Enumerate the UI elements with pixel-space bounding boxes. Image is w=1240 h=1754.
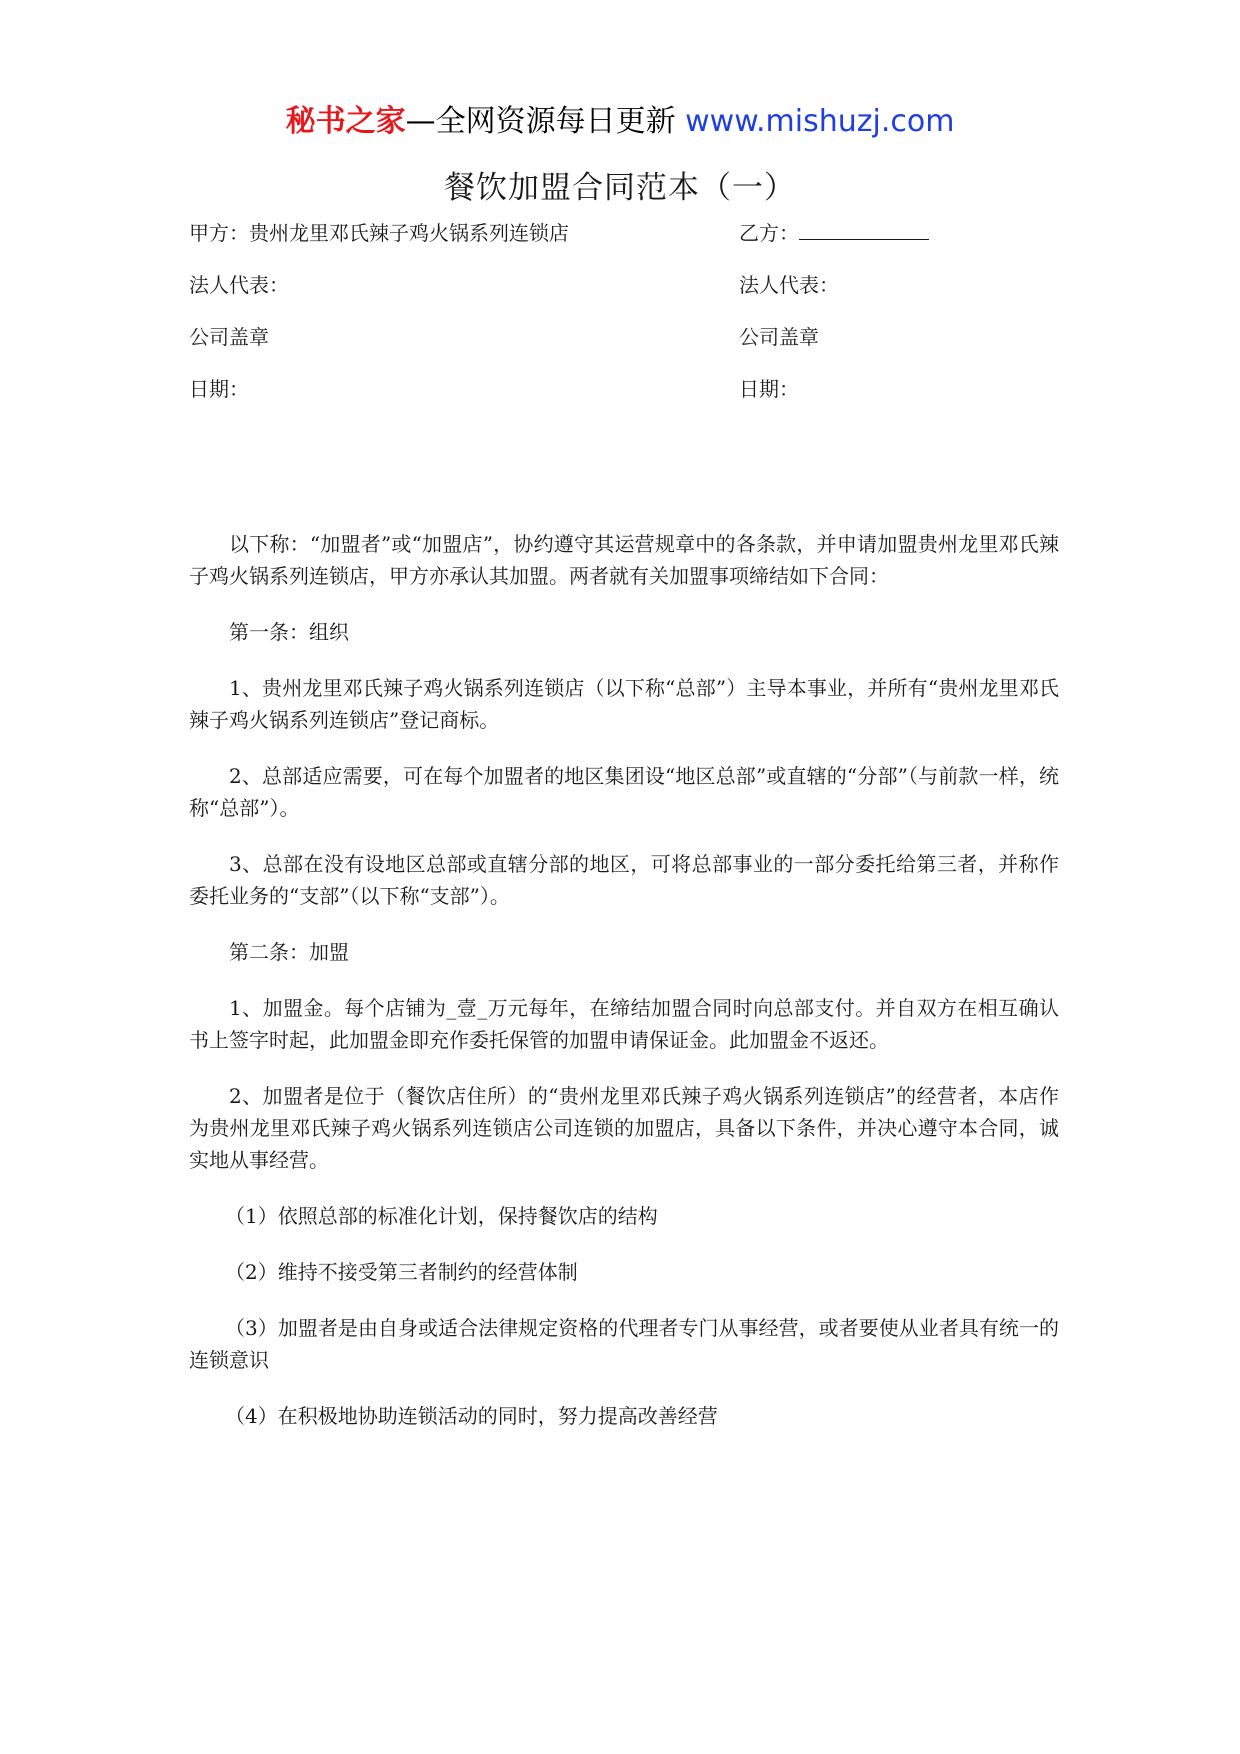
party-row-names — [189, 218, 1069, 248]
contract-body — [189, 528, 1059, 1456]
party-a-name: 贵州龙里邓氏辣子鸡火锅系列连锁店 — [249, 221, 569, 245]
party-a-seal: 公司盖章 — [189, 325, 269, 349]
article-2-heading: 第二条：加盟 — [229, 940, 349, 964]
header-slogan: —全网资源每日更新 — [405, 104, 676, 139]
party-b-legal-rep: 法人代表： — [739, 273, 839, 297]
party-a-label: 甲方： — [189, 221, 249, 245]
article-1-heading: 第一条：组织 — [229, 620, 349, 644]
condition-item-1: （1）依照总部的标准化计划，保持餐饮店的结构 — [225, 1204, 658, 1228]
condition-item-4: （4）在积极地协助连锁活动的同时，努力提高改善经营 — [225, 1404, 718, 1428]
party-row-seal — [189, 322, 1069, 352]
condition-item-3: （3）加盟者是由自身或适合法律规定资格的代理者专门从事经营，或者要使从业者具有统一的连锁意识 — [189, 1316, 1059, 1372]
party-b — [739, 218, 929, 248]
condition-item-2: （2）维持不接受第三者制约的经营体制 — [225, 1260, 578, 1284]
article-1-clause-1: 1、贵州龙里邓氏辣子鸡火锅系列连锁店（以下称“总部”）主导本事业，并所有“贵州龙里邓氏辣子鸡火锅系列连锁店”登记商标。 — [189, 676, 1059, 732]
article-1-clause-3: 3、总部在没有设地区总部或直辖分部的地区，可将总部事业的一部分委托给第三者，并称作委托业务的“支部”（以下称“支部”）。 — [189, 852, 1059, 908]
article-1-clause-2: 2、总部适应需要，可在每个加盟者的地区集团设“地区总部”或直辖的“分部”（与前款一样，统称“总部”）。 — [189, 764, 1059, 820]
article-2-clause-2: 2、加盟者是位于（餐饮店住所）的“贵州龙里邓氏辣子鸡火锅系列连锁店”的经营者，本店作为贵州龙里邓氏辣子鸡火锅系列连锁店公司连锁的加盟店，具备以下条件，并决心遵守本合同，诚实地从事经营。 — [189, 1084, 1059, 1172]
party-row-legal-rep — [189, 270, 1069, 300]
party-a — [189, 218, 569, 248]
site-url-link[interactable]: www.mishuzj.com — [685, 104, 955, 139]
party-a-legal-rep: 法人代表： — [189, 273, 289, 297]
document-title: 餐饮加盟合同范本（一） — [444, 170, 796, 206]
intro-paragraph: 以下称：“加盟者”或“加盟店”，协约遵守其运营规章中的各条款，并申请加盟贵州龙里邓氏辣子鸡火锅系列连锁店，甲方亦承认其加盟。两者就有关加盟事项缔结如下合同： — [189, 532, 1059, 588]
brand-name: 秘书之家 — [285, 104, 406, 139]
party-b-label: 乙方： — [739, 221, 799, 245]
party-b-blank — [799, 219, 929, 240]
party-row-date — [189, 374, 1069, 404]
party-a-date: 日期： — [189, 377, 249, 401]
party-b-seal: 公司盖章 — [739, 325, 819, 349]
article-2-clause-1: 1、加盟金。每个店铺为_壹_万元每年，在缔结加盟合同时向总部支付。并自双方在相互确认书上签字时起，此加盟金即充作委托保管的加盟申请保证金。此加盟金不返还。 — [189, 996, 1059, 1052]
party-b-date: 日期： — [739, 377, 799, 401]
site-header-banner — [0, 102, 1240, 142]
